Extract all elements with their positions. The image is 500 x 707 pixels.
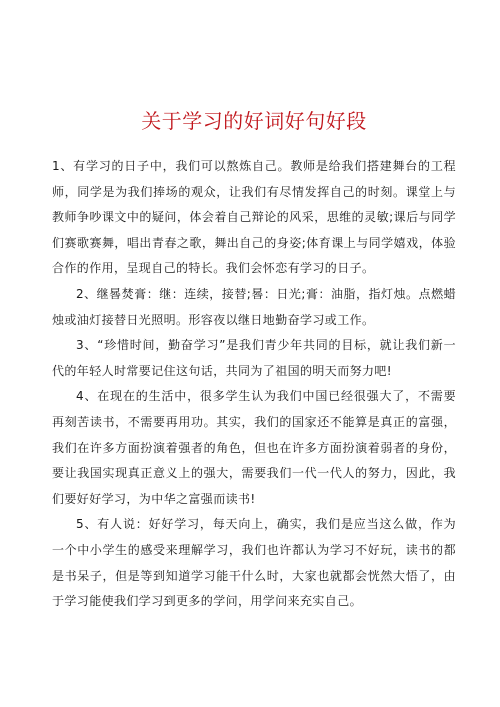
paragraph-1: 1、有学习的日子中，我们可以熬炼自己。教师是给我们搭建舞台的工程师，同学是为我们捧场的观众，让我们有尽情发挥自己的时刻。课堂上与教师争吵课文中的疑问，体会着自己辩论的风采，思维的灵敏;课后与同学们赛歌赛舞，唱出青春之歌，舞出自己的身姿;体育课上与同学嬉戏，体验合作的作用，呈现自己的特长。我们会怀恋有学习的日子。 xyxy=(52,159,456,276)
document-body xyxy=(52,154,456,615)
paragraph-4: 4、在现在的生活中，很多学生认为我们中国已经很强大了，不需要再刻苦读书，不需要再用功。其实，我们的国家还不能算是真正的富强，我们在许多方面扮演着强者的角色，但也在许多方面扮演着弱者的身份，要让我国实现真正意义上的强大，需要我们一代一代人的努力，因此，我们要好好学习，为中华之富强而读书! xyxy=(52,389,456,506)
document-title: 关于学习的好词好句好段 xyxy=(141,109,367,133)
paragraph-5: 5、有人说：好好学习，每天向上，确实，我们是应当这么做，作为一个中小学生的感受来理解学习，我们也许都认为学习不好玩，读书的都是书呆子，但是等到知道学习能干什么时，大家也就都会恍然大悟了，由于学习能使我们学习到更多的学问，用学问来充实自己。 xyxy=(52,517,456,609)
paragraph-3: 3、“珍惜时间，勤奋学习”是我们青少年共同的目标，就让我们新一代的年轻人时常要记住这句话，共同为了祖国的明天而努力吧! xyxy=(52,338,456,378)
paragraph-2: 2、继晷焚膏：继：连续，接替;晷：日光;膏：油脂，指灯烛。点燃蜡烛或油灯接替日光照明。形容夜以继日地勤奋学习或工作。 xyxy=(52,286,456,327)
